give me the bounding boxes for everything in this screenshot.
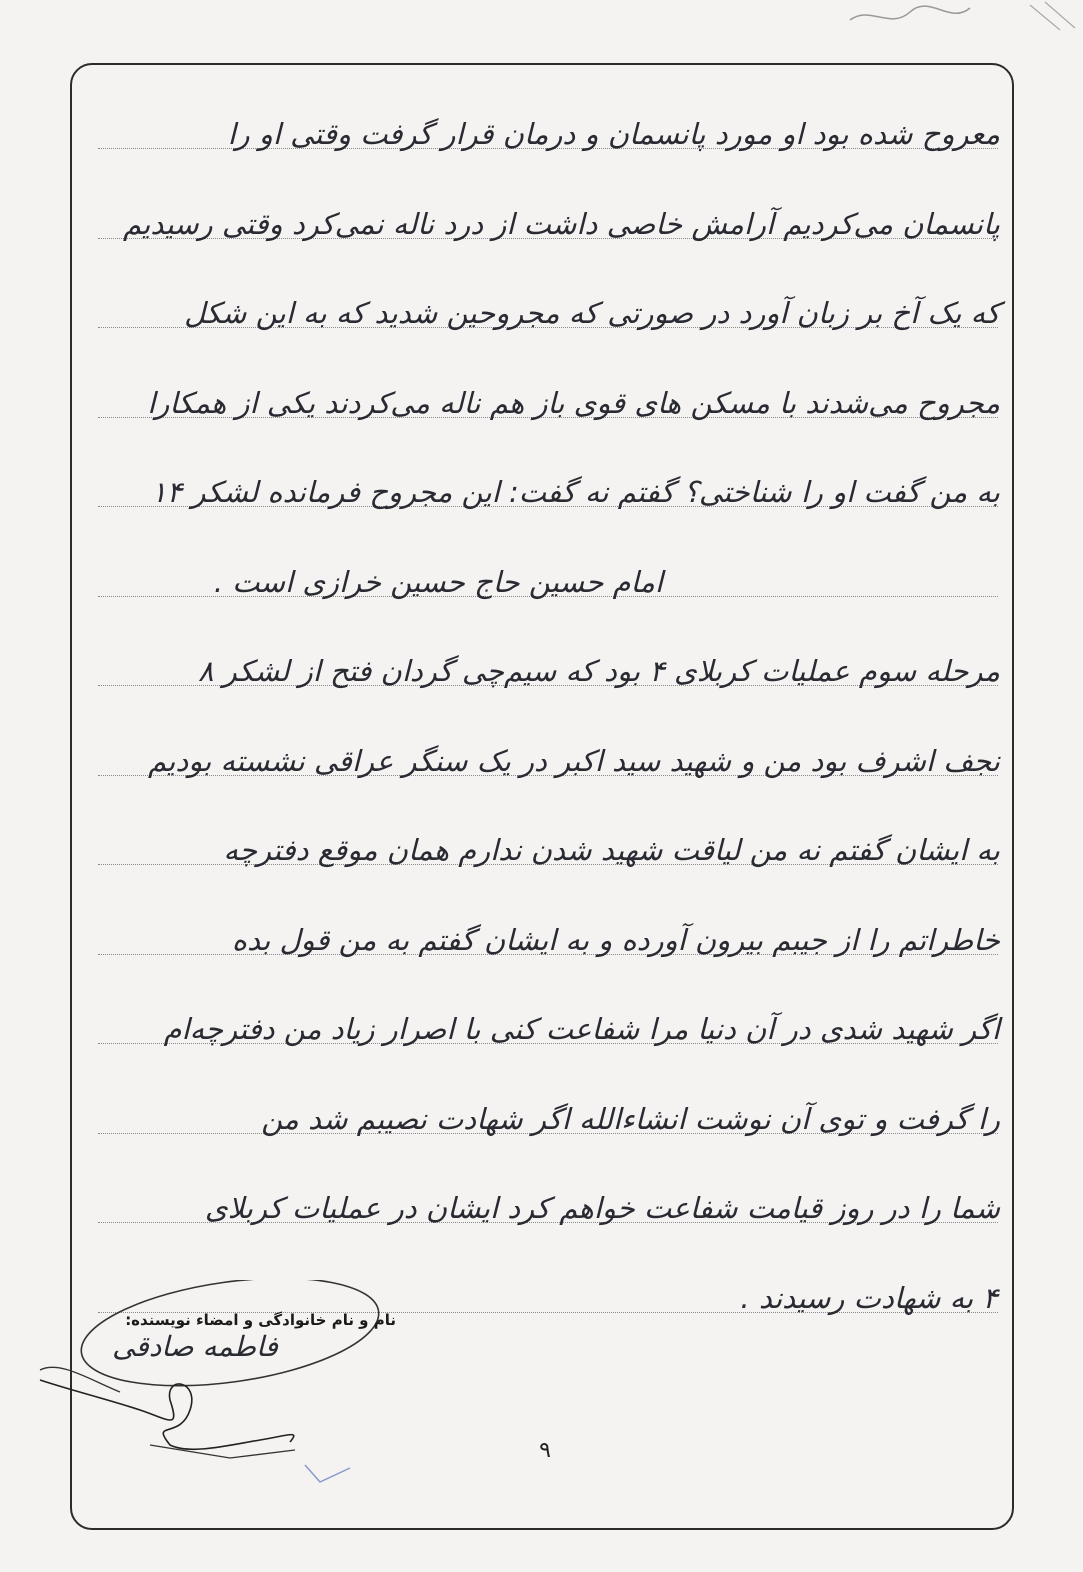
text-line: مجروح می‌شدند با مسکن های قوی باز هم ناله می‌کردند یکی از همکارا (147, 385, 1000, 420)
text-line: به من گفت او را شناختی؟ گفتم نه گفت: این مجروح فرمانده لشکر ۱۴ (151, 475, 1000, 509)
text-line: معروح شده بود او مورد پانسمان و درمان قرار گرفت وقتی او را (227, 117, 1000, 151)
text-line: که یک آخ بر زبان آورد در صورتی که مجروحین شدید که به این شکل (184, 296, 1000, 330)
text-line: اگر شهید شدی در آن دنیا مرا شفاعت کنی با اصرار زیاد من دفترچه‌ام (163, 1012, 1000, 1046)
text-line: پانسمان می‌کردیم آرامش خاصی داشت از درد ناله نمی‌کرد وقتی رسیدیم (122, 206, 1000, 241)
text-line: خاطراتم را از جیبم بیرون آورده و به ایشان گفتم به من قول بده (231, 922, 1000, 957)
corner-scribble-icon (830, 0, 1083, 50)
signature-label: نام و نام خانوادگی و امضاء نویسنده: (125, 1311, 396, 1329)
text-line: شما را در روز قیامت شفاعت خواهم کرد ایشان در عملیات کربلای (204, 1191, 1000, 1225)
author-signature-name: فاطمه صادقی (112, 1330, 278, 1363)
text-line: نجف اشرف بود من و شهید سید اکبر در یک سنگر عراقی نشسته بودیم (147, 743, 1000, 778)
page-number: ۹ (539, 1438, 551, 1463)
pen-mark-icon (300, 1460, 360, 1490)
text-line: به ایشان گفتم نه من لیاقت شهید شدن ندارم همان موقع دفترچه (223, 833, 1000, 867)
text-line: را گرفت و توی آن نوشت انشاءالله اگر شهادت نصیبم شد من (261, 1101, 1000, 1136)
signature-mark-icon (0, 1280, 420, 1480)
text-line: امام حسین حاج حسین خرازی است . (213, 564, 663, 599)
text-line: ۴ به شهادت رسیدند . (740, 1280, 998, 1315)
text-line: مرحله سوم عملیات کربلای ۴ بود که سیم‌چی گردان فتح از لشکر ۸ (197, 654, 1000, 688)
